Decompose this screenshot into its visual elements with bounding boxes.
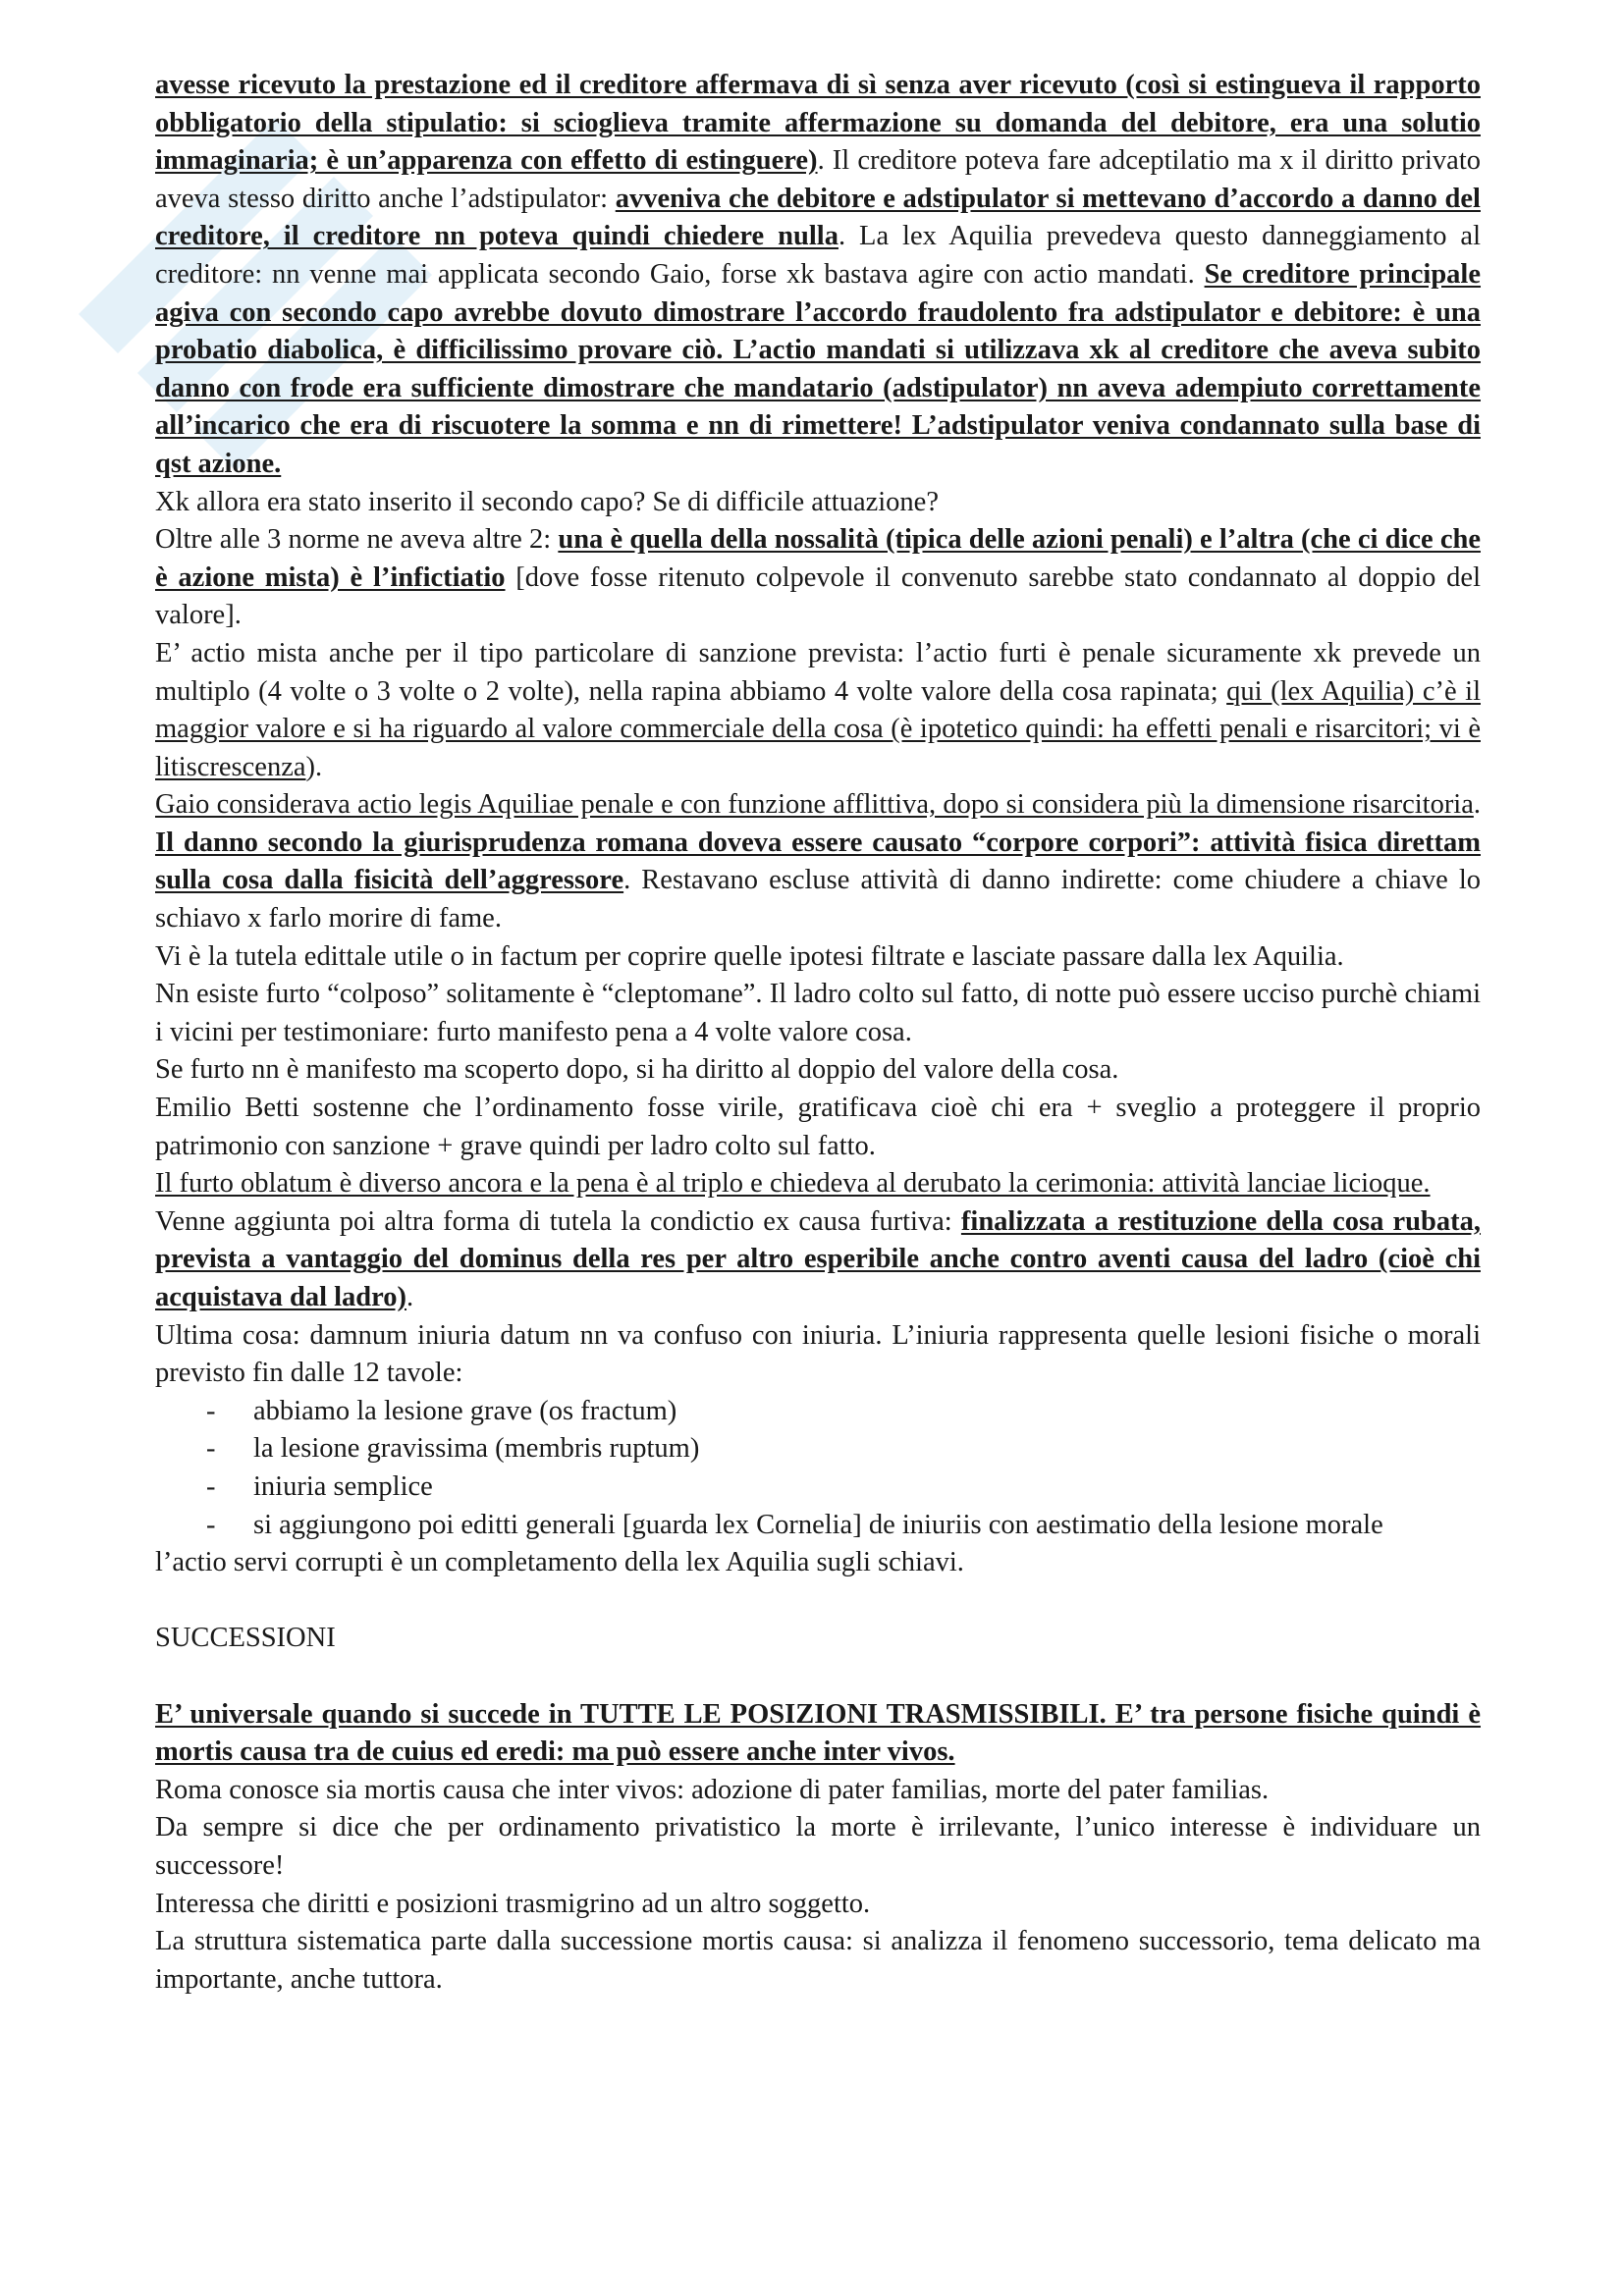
paragraph-furto-non-manifesto: Se furto nn è manifesto ma scoperto dopo, si ha diritto al doppio del valore della cosa. [155, 1054, 1119, 1086]
paragraph-adceptilatio [155, 67, 1481, 484]
paragraph-furto-oblatum [155, 1165, 1481, 1203]
paragraph-actio-mista [155, 635, 1481, 786]
underlined-text: Gaio considerava actio legis Aquiliae penale e con funzione afflittiva, dopo si considera più la dimensione risarcitoria [155, 789, 1474, 821]
plain-text: . Restavano escluse attività di danno indirette: come chiudere a chiave lo schiavo x farlo morire di fame. [155, 865, 1481, 934]
underlined-text: Il furto oblatum è diverso ancora e la pena è al triplo e chiedeva al derubato la cerimonia: attività lanciae licioque. [155, 1168, 1431, 1200]
plain-text: . [406, 1282, 414, 1312]
underlined-text: qui (lex Aquilia) c’è il maggior valore e si ha riguardo al valore commerciale della cosa (è ipotetico quindi: ha effetti penali e risarcitori; vi è litiscrescenza [155, 675, 1481, 782]
paragraph-question: Xk allora era stato inserito il secondo capo? Se di difficile attuazione? [155, 486, 939, 517]
bold-underlined-text: avesse ricevuto la prestazione ed il creditore affermava di sì senza aver ricevuto (così si estingueva il rapporto obbligatorio della stipulatio: si scioglieva tramite affermazione su domanda del debitore, era una solutio immaginaria; è un’apparenza con effetto di estinguere) [155, 70, 1481, 177]
spacer [155, 1658, 1481, 1696]
paragraph-emilio-betti: Emilio Betti sostenne che l’ordinamento fosse virile, gratificava cioè chi era + sveglio a proteggere il proprio patrimonio con sanzione + grave quindi per ladro colto sul fatto. [155, 1093, 1481, 1161]
plain-text: . La lex Aquilia prevedeva questo danneggiamento al creditore: nn venne mai applicata secondo Gaio, forse xk bastava agire con actio mandati. [155, 221, 1481, 290]
paragraph-struttura: La struttura sistematica parte dalla successione mortis causa: si analizza il fenomeno successorio, tema delicato ma importante, anche tuttora. [155, 1926, 1481, 1995]
paragraph-furto-colposo: Nn esiste furto “colposo” solitamente è “cleptomane”. Il ladro colto sul fatto, di notte può essere ucciso purchè chiami i vicini per testimoniare: furto manifesto pena a 4 volte valore cosa. [155, 979, 1481, 1047]
section-heading: SUCCESSIONI [155, 1623, 336, 1654]
bold-underlined-text: Se creditore principale agiva con secondo capo avrebbe dovuto dimostrare l’accordo fraudolento fra adstipulator e debitore: è una probatio diabolica, è difficilissimo provare ciò. L’actio mandati si utilizzava xk al creditore che aveva subito danno con frode era sufficiente dimostrare che mandatario (adstipulator) nn aveva adempiuto correttamente all’incarico che era di riscuotere la somma e nn di rimettere! L’adstipulator veniva condannato sulla base di qst azione. [155, 258, 1482, 479]
bold-underlined-text: una è quella della nossalità (tipica delle azioni penali) e l’altra (che ci dice che è azione mista) è l’infictiatio [155, 524, 1481, 593]
paragraph-norme [155, 521, 1481, 635]
bold-underlined-text: E’ universale quando si succede in TUTTE LE POSIZIONI TRASMISSIBILI. E’ tra persone fisiche quindi è mortis causa tra de cuius ed eredi: ma può essere anche inter vivos. [155, 1698, 1481, 1768]
paragraph-servi-corrupti: l’actio servi corrupti è un completamento della lex Aquilia sugli schiavi. [155, 1547, 964, 1578]
paragraph-morte: Da sempre si dice che per ordinamento privatistico la morte è irrilevante, l’unico interesse è individuare un successore! [155, 1812, 1481, 1881]
bold-underlined-text: avveniva che debitore e adstipulator si mettevano d’accordo a danno del creditore, il creditore nn poteva quindi chiedere nulla [155, 183, 1481, 252]
plain-text: . [1473, 789, 1481, 821]
plain-text: Oltre alle 3 norme ne aveva altre 2: [155, 524, 559, 556]
paragraph-roma: Roma conosce sia mortis causa che inter vivos: adozione di pater familias, morte del pater familias. [155, 1774, 1270, 1805]
plain-text: ). [305, 751, 323, 782]
plain-text: [dove fosse ritenuto colpevole il convenuto sarebbe stato condannato al doppio del valore]. [155, 561, 1481, 631]
plain-text: E’ actio mista anche per il tipo particolare di sanzione prevista: l’actio furti è penale sicuramente xk prevede un multiplo (4 volte o 3 volte o 2 volte), nella rapina abbiamo 4 volte valore della cosa rapinata; [155, 637, 1481, 707]
plain-text: Venne aggiunta poi altra forma di tutela la condictio ex causa furtiva: [155, 1205, 961, 1237]
spacer [155, 1582, 1481, 1621]
paragraph-gaio [155, 786, 1481, 937]
list-item: - abbiamo la lesione grave (os fractum) [155, 1393, 1481, 1431]
paragraph-iniuria: Ultima cosa: damnum iniuria datum nn va confuso con iniuria. L’iniuria rappresenta quelle lesioni fisiche o morali previsto fin dalle 12 tavole: [155, 1319, 1481, 1389]
paragraph-condictio [155, 1203, 1481, 1317]
list-item: - iniuria semplice [155, 1468, 1481, 1507]
list-item: - la lesione gravissima (membris ruptum) [155, 1430, 1481, 1468]
list-item: - si aggiungono poi editti generali [guarda lex Cornelia] de iniuriis con aestimatio della lesione morale [155, 1507, 1481, 1545]
paragraph-tutela-edittale: Vi è la tutela edittale utile o in factum per coprire quelle ipotesi filtrate e lasciate passare dalla lex Aquilia. [155, 940, 1344, 972]
paragraph-universale [155, 1696, 1481, 1772]
paragraph-trasmigrino: Interessa che diritti e posizioni trasmigrino ad un altro soggetto. [155, 1888, 871, 1919]
plain-text: . Il creditore poteva fare adceptilatio ma x il diritto privato aveva stesso diritto anche l’adstipulator: [155, 145, 1481, 214]
bold-underlined-text: finalizzata a restituzione della cosa rubata, prevista a vantaggio del dominus della res per altro esperibile anche contro aventi causa del ladro (cioè chi acquistava dal ladro) [155, 1205, 1482, 1312]
document-page [155, 67, 1481, 1999]
iniuria-list [155, 1393, 1481, 1544]
bold-underlined-text: Il danno secondo la giurisprudenza romana doveva essere causato “corpore corpori”: attività fisica direttam sulla cosa dalla fisicità dell’aggressore [155, 827, 1481, 896]
